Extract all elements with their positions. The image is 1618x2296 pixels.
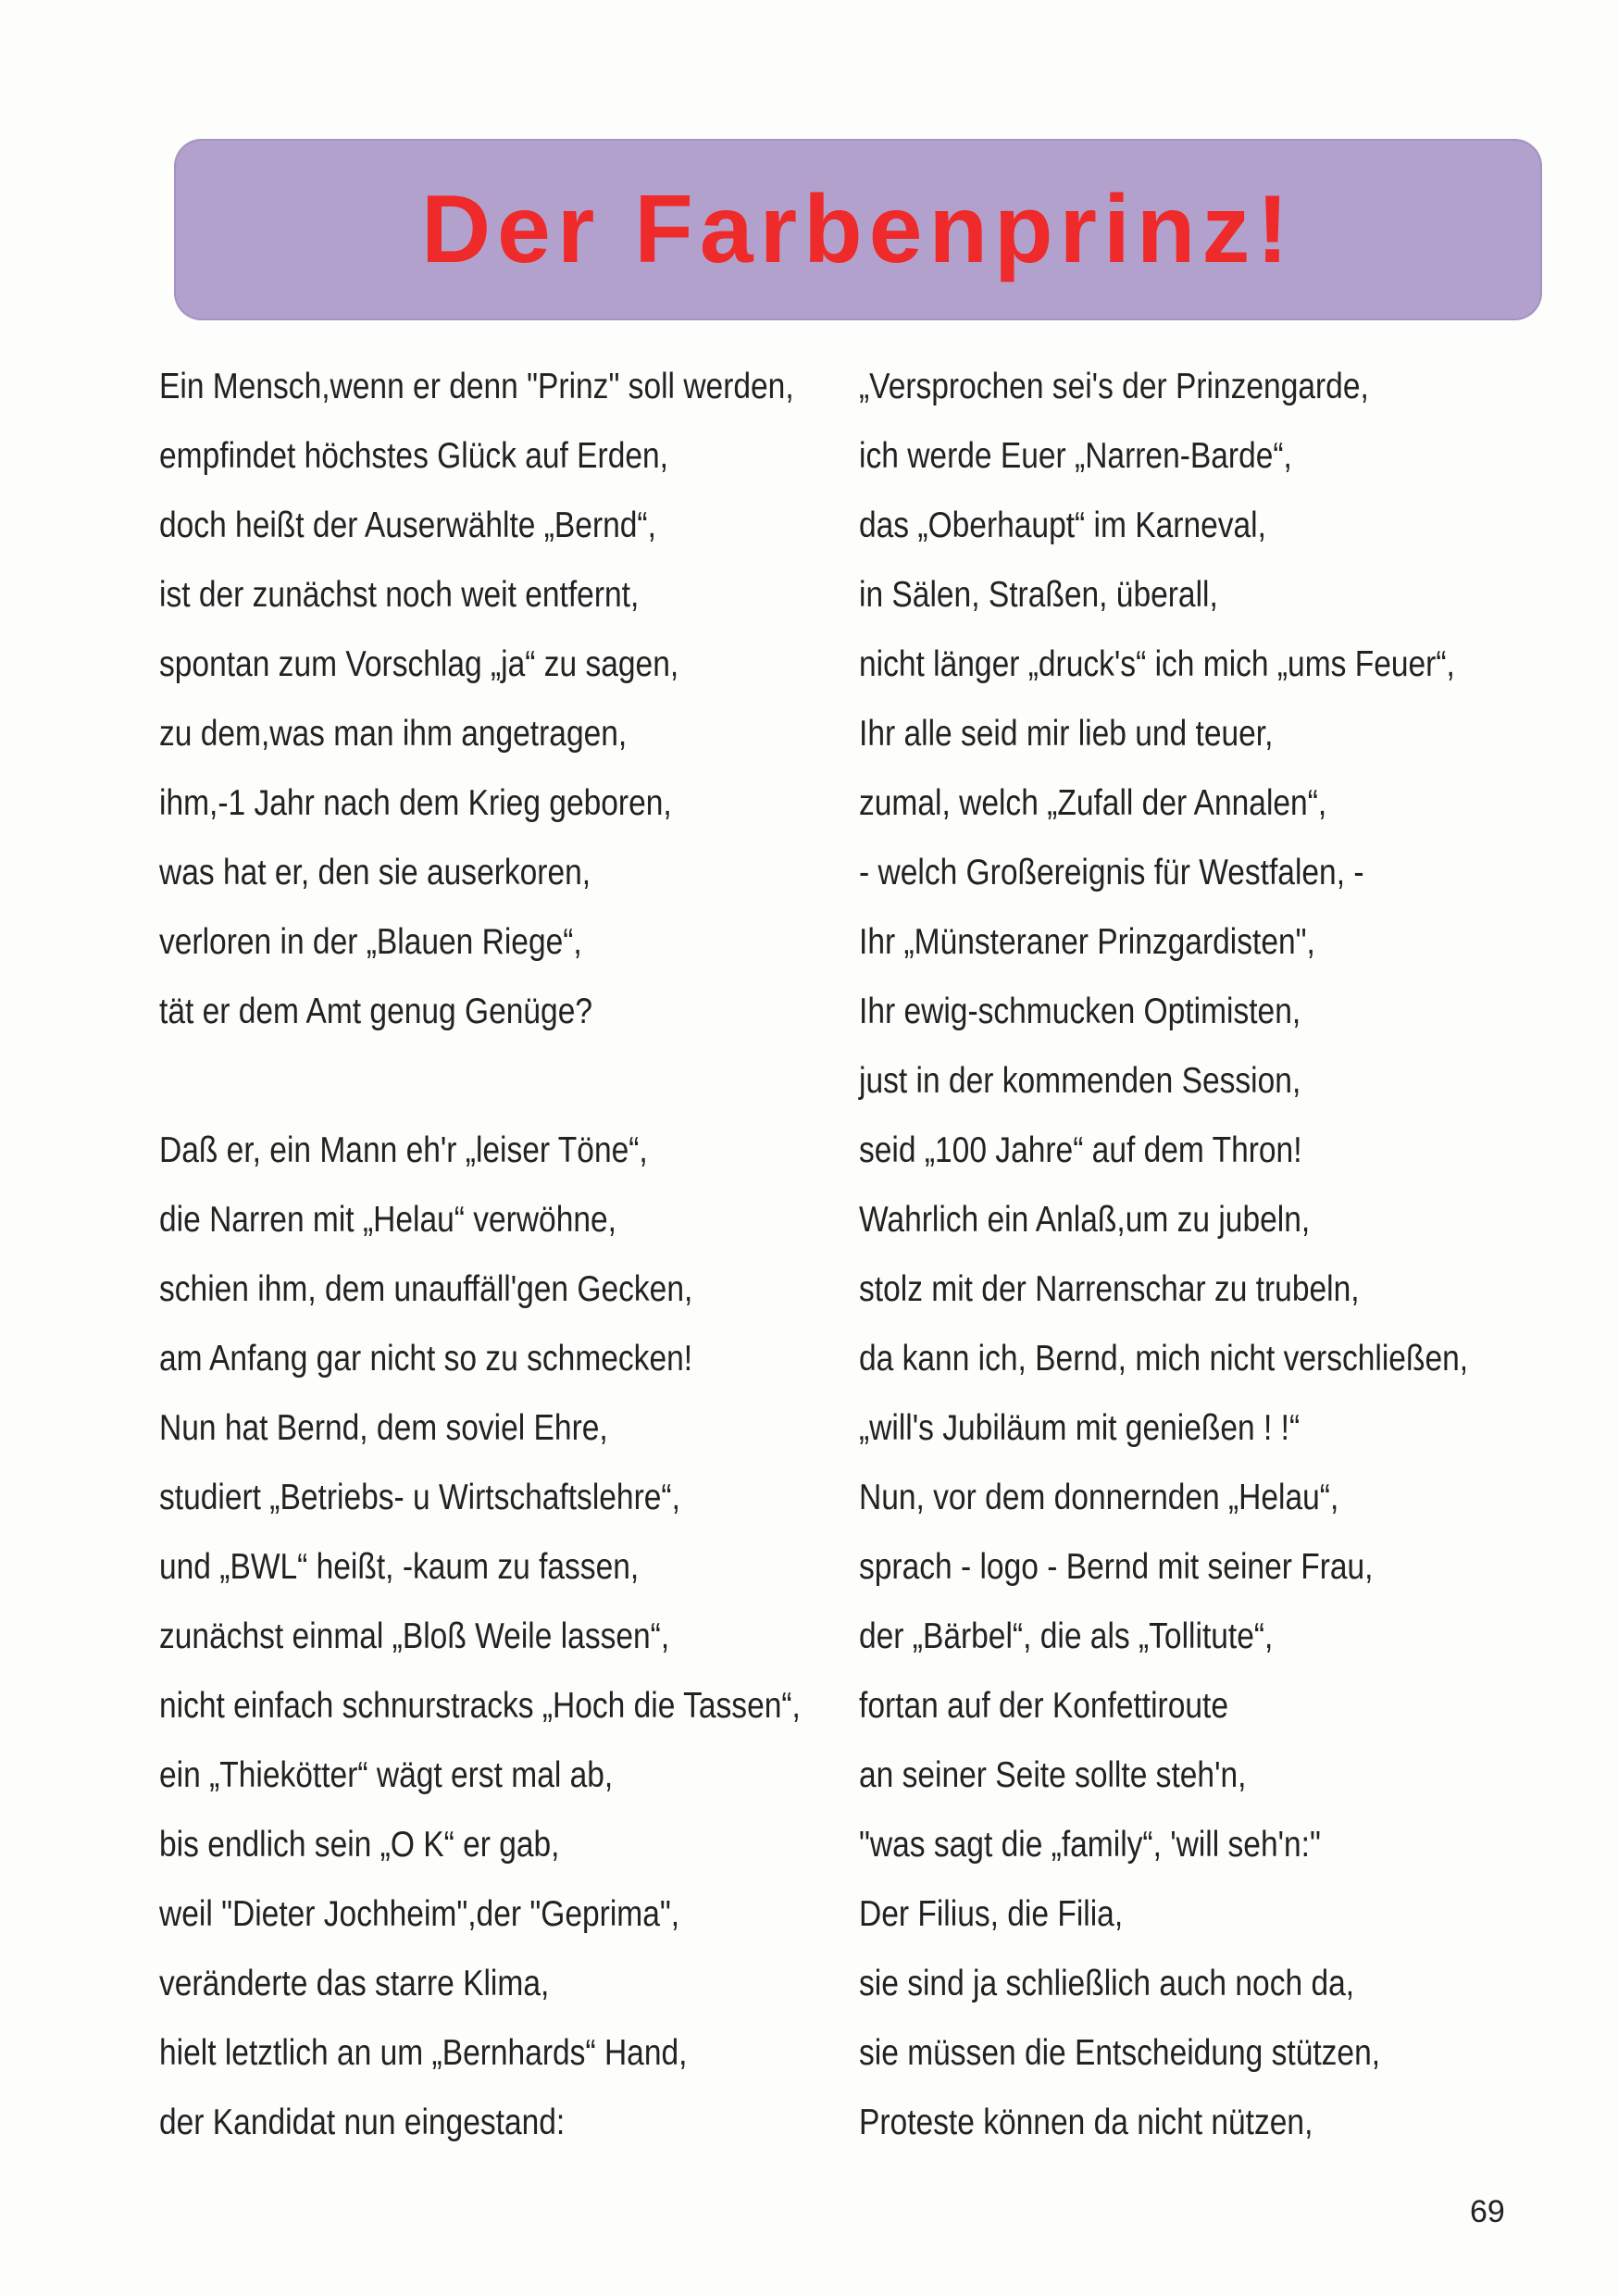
verse-line: empfindet höchstes Glück auf Erden,: [159, 436, 668, 476]
verse-line: in Sälen, Straßen, überall,: [859, 575, 1218, 615]
verse-line: weil "Dieter Jochheim",der "Geprima",: [159, 1894, 680, 1934]
verse-line: nicht länger „druck's“ ich mich „ums Feuer“,: [859, 644, 1455, 684]
verse-line: just in der kommenden Session,: [859, 1061, 1301, 1101]
verse-line: Nun hat Bernd, dem soviel Ehre,: [159, 1408, 608, 1448]
verse-line: Ein Mensch,wenn er denn "Prinz" soll werden,: [159, 367, 794, 406]
verse-line: Der Filius, die Filia,: [859, 1894, 1124, 1934]
verse-line: „Versprochen sei's der Prinzengarde,: [859, 367, 1369, 406]
stanza-1: [159, 352, 881, 1046]
verse-line: schien ihm, dem unauffäll'gen Gecken,: [159, 1269, 693, 1309]
left-column: [159, 352, 881, 2157]
verse-line: - welch Großereignis für Westfalen, -: [859, 853, 1364, 892]
verse-line: Ihr „Münsteraner Prinzgardisten",: [859, 922, 1315, 962]
verse-line: ist der zunächst noch weit entfernt,: [159, 575, 640, 615]
right-column: [859, 352, 1562, 2157]
page-number: 69: [1470, 2194, 1505, 2229]
page-title: Der Farbenprinz!: [420, 175, 1296, 283]
verse-line: Wahrlich ein Anlaß,um zu jubeln,: [859, 1200, 1311, 1240]
stanza-gap: [159, 1046, 881, 1116]
verse-line: Proteste können da nicht nützen,: [859, 2103, 1313, 2142]
verse-line: ein „Thiekötter“ wägt erst mal ab,: [159, 1755, 614, 1795]
verse-line: tät er dem Amt genug Genüge?: [159, 992, 593, 1031]
verse-line: hielt letztlich an um „Bernhards“ Hand,: [159, 2033, 688, 2073]
verse-line: doch heißt der Auserwählte „Bernd“,: [159, 505, 656, 545]
verse-line: studiert „Betriebs- u Wirtschaftslehre“,: [159, 1478, 680, 1517]
verse-line: „will's Jubiläum mit genießen ! !“: [859, 1408, 1301, 1448]
verse-line: fortan auf der Konfettiroute: [859, 1686, 1229, 1726]
title-banner: [174, 139, 1542, 320]
verse-line: seid „100 Jahre“ auf dem Thron!: [859, 1130, 1302, 1170]
verse-line: am Anfang gar nicht so zu schmecken!: [159, 1339, 693, 1379]
verse-line: ich werde Euer „Narren-Barde“,: [859, 436, 1292, 476]
verse-line: Daß er, ein Mann eh'r „leiser Töne“,: [159, 1130, 648, 1170]
verse-line: zumal, welch „Zufall der Annalen“,: [859, 783, 1327, 823]
verse-line: Nun, vor dem donnernden „Helau“,: [859, 1478, 1339, 1517]
verse-line: Ihr ewig-schmucken Optimisten,: [859, 992, 1301, 1031]
verse-line: verloren in der „Blauen Riege“,: [159, 922, 582, 962]
verse-line: Ihr alle seid mir lieb und teuer,: [859, 714, 1274, 754]
verse-line: ihm,-1 Jahr nach dem Krieg geboren,: [159, 783, 672, 823]
verse-line: sie müssen die Entscheidung stützen,: [859, 2033, 1381, 2073]
verse-line: da kann ich, Bernd, mich nicht verschließen,: [859, 1339, 1469, 1379]
stanza-2: [159, 1116, 881, 2157]
verse-line: das „Oberhaupt“ im Karneval,: [859, 505, 1266, 545]
verse-line: "was sagt die „family“, 'will seh'n:": [859, 1825, 1321, 1865]
verse-line: zunächst einmal „Bloß Weile lassen“,: [159, 1616, 670, 1656]
verse-line: spontan zum Vorschlag „ja“ zu sagen,: [159, 644, 679, 684]
verse-line: die Narren mit „Helau“ verwöhne,: [159, 1200, 616, 1240]
verse-line: stolz mit der Narrenschar zu trubeln,: [859, 1269, 1360, 1309]
verse-line: zu dem,was man ihm angetragen,: [159, 714, 628, 754]
verse-line: nicht einfach schnurstracks „Hoch die Tassen“,: [159, 1686, 801, 1726]
verse-line: bis endlich sein „O K“ er gab,: [159, 1825, 560, 1865]
verse-line: an seiner Seite sollte steh'n,: [859, 1755, 1247, 1795]
verse-line: veränderte das starre Klima,: [159, 1964, 550, 2003]
verse-line: und „BWL“ heißt, -kaum zu fassen,: [159, 1547, 640, 1587]
verse-line: der Kandidat nun eingestand:: [159, 2103, 566, 2142]
verse-line: sprach - logo - Bernd mit seiner Frau,: [859, 1547, 1374, 1587]
verse-line: was hat er, den sie auserkoren,: [159, 853, 591, 892]
verse-line: der „Bärbel“, die als „Tollitute“,: [859, 1616, 1274, 1656]
verse-line: sie sind ja schließlich auch noch da,: [859, 1964, 1355, 2003]
